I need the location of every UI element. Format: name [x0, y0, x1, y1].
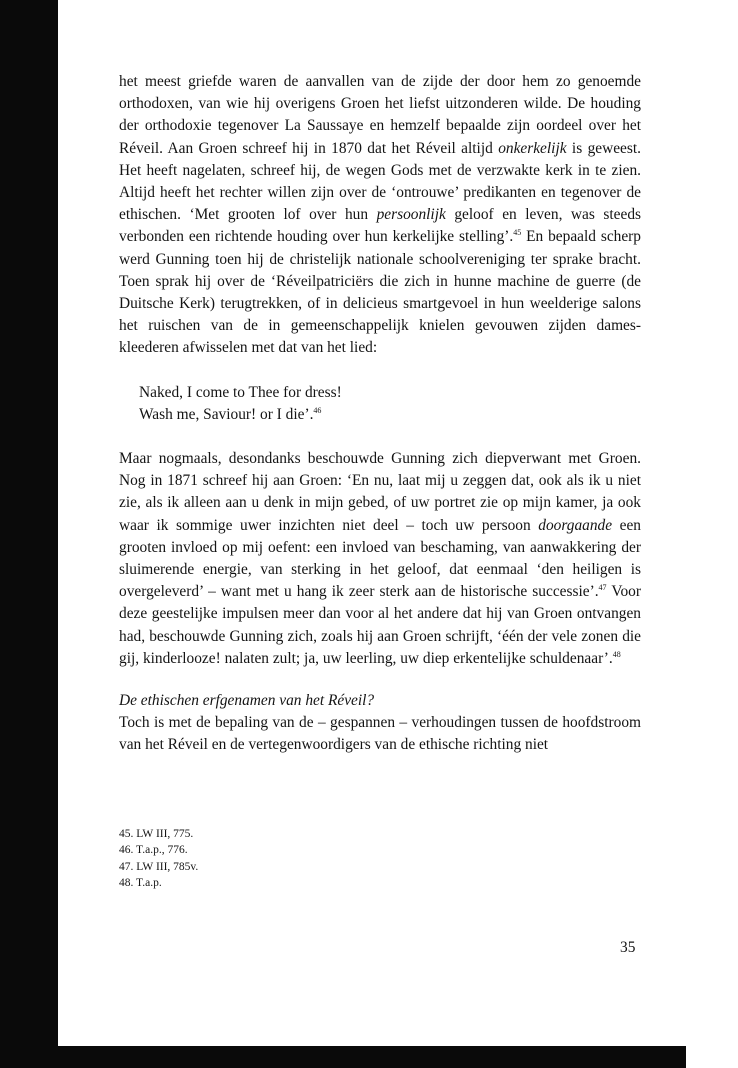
verse-line	[139, 404, 641, 426]
footnote-ref-48: 48	[612, 649, 621, 659]
page-number: 35	[620, 939, 636, 956]
footnote-ref-47: 47	[598, 583, 607, 593]
footnote: 46. T.a.p., 776.	[119, 844, 188, 857]
scan-border-left	[0, 0, 58, 1068]
footnote: 48. T.a.p.	[119, 877, 162, 890]
paragraph-3: Toch is met de bepaling van de – gespannen – verhoudingen tussen de hoofdstroom van het Réveil en de vertegenwoordigers van de ethische richting niet	[119, 714, 641, 754]
paragraph-2	[119, 448, 641, 670]
section-heading: De ethischen erfgenamen van het Réveil?	[119, 692, 375, 710]
footnote: 45. LW III, 775.	[119, 828, 194, 840]
page-body	[119, 71, 641, 757]
verse-quote	[139, 382, 641, 426]
paragraph-1	[119, 71, 641, 360]
footnotes	[119, 826, 198, 892]
emphasis: doorgaande	[538, 516, 613, 534]
text-run: Voor deze geestelijke impulsen meer dan voor al het andere dat hij van Groen ontvangen had, beschouwde Gunning zich, zoals hij aan Groen schrijft, ‘één der vele zonen die gij, kinderlooze! nalaten zult; ja, uw leerling, uw diep erkentelijke schuldenaar’.	[119, 583, 641, 667]
verse-line: Naked, I come to Thee for dress!	[139, 383, 342, 401]
text-run: is geweest. Het heeft nagelaten, schreef hij, de wegen Gods met de verzwakte kerk in te zien. Altijd heeft het rechter willen zijn over de ‘ontrouwe’ predikanten en tegenover de ethischen. ‘Met grooten lof over hun	[119, 139, 641, 224]
text-run: Maar nogmaals, desondanks beschouwde Gunning zich diepverwant met Groen. Nog in 1871 schreef hij aan Groen: ‘En nu, laat mij u zeggen dat, ook als ik u niet zie, als ik alleen aan u denk in mijn gebed, of uw portret zie op mijn kamer, ja ook waar ik sommige uwer inzichten niet deel – toch uw persoon	[119, 450, 641, 534]
footnote-ref-46: 46	[313, 405, 322, 415]
emphasis: persoonlijk	[376, 206, 446, 224]
footnote: 47. LW III, 785v.	[119, 860, 199, 873]
text-run: een grooten invloed op mij oefent: een invloed van beschaming, van aanwakkering der sluimerende energie, van sterking in het geloof, dat eenmaal ‘den heiligen is overgeleverd’ – want met u hang ik zeer sterk aan de historische successie’.	[119, 516, 641, 601]
text-run: geloof en leven, was steeds verbonden een richtende houding over hun kerkelijke stelling’.	[119, 206, 642, 246]
text-run: Wash me, Saviour! or I die’.	[139, 405, 314, 423]
footnote-ref-45: 45	[513, 228, 522, 238]
emphasis: onkerkelijk	[498, 139, 567, 157]
scan-border-bottom	[58, 1046, 686, 1068]
text-run: het meest griefde waren de aanvallen van de zijde der door hem zo genoemde orthodoxen, van wie hij overigens Groen het liefst uitzonderen wilde. De houding der orthodoxie tegenover La Saussaye en hemzelf bepaalde zijn oordeel over het Réveil. Aan Groen schreef hij in 1870 dat het Réveil altijd	[119, 73, 641, 157]
text-run: En bepaald scherp werd Gunning toen hij de christelijk nationale schoolvereniging ter sprake bracht. Toen sprak hij over de ‘Réveilpatriciërs die zich in hunne machine de guerre (de Duitsche Kerk) terugtrekken, of in delicieus smartgevoel in hun weelderige salons het ruischen van de in gemeenschappelijk knielen gevouwen zijden dames-kleederen afwisselen met dat van het lied:	[119, 228, 641, 357]
